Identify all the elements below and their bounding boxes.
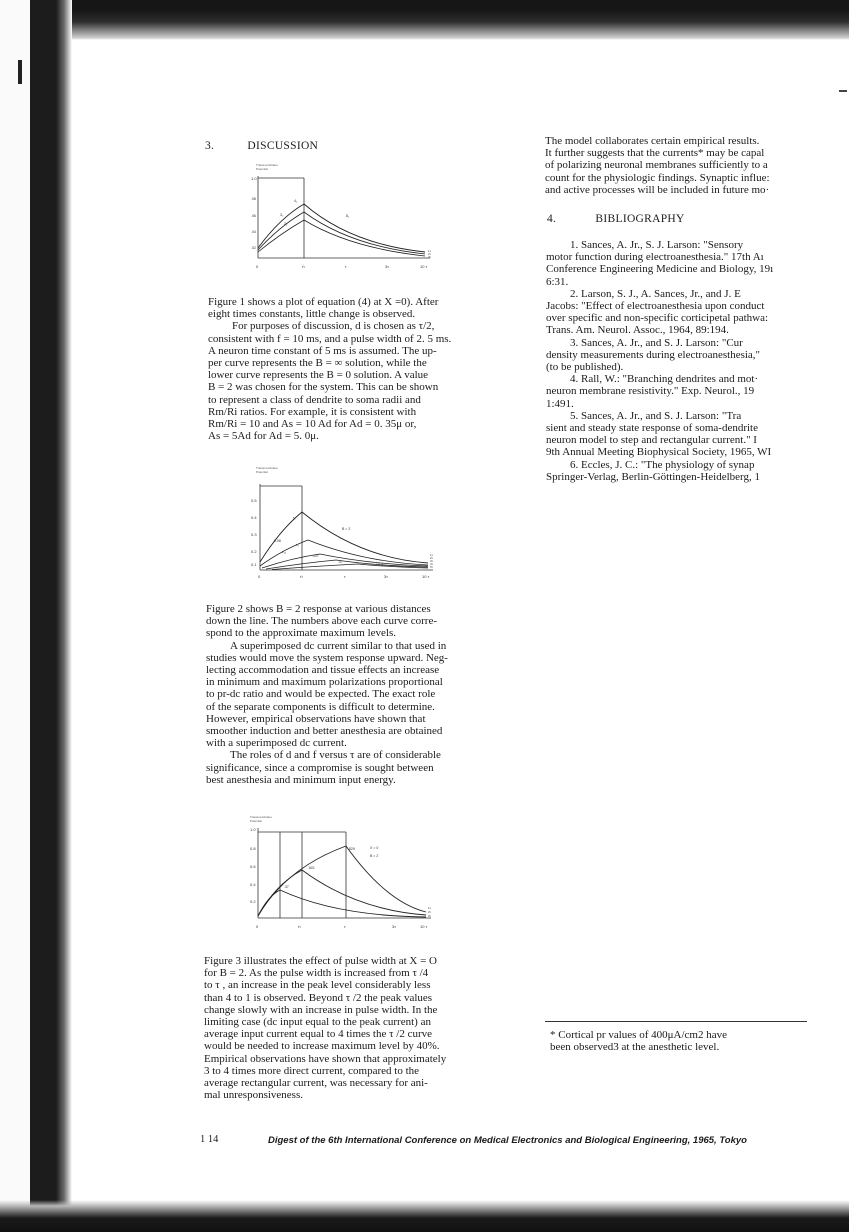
section-title: BIBLIOGRAPHY	[595, 213, 685, 225]
svg-text:Potential: Potential	[256, 167, 268, 171]
fig3-xtick: 0	[256, 924, 259, 929]
fig3-ytick: 0.8	[250, 846, 256, 851]
text-line: Rm/Ri ratios. For example, it is consistent with	[208, 405, 417, 418]
text-line: The roles of d and f versus τ are of considerable	[230, 749, 441, 762]
text-line: to pr-dc ratio and would be expected. The exact role	[206, 688, 436, 701]
text-line: 1. Sances, A. Jr., S. J. Larson: "Sensory	[570, 239, 744, 251]
text-line: 3 to 4 times more direct current, compared to the	[204, 1064, 420, 1077]
text-line: spond to the approximate maximum levels.	[206, 627, 397, 640]
fig1-ytick: .06	[251, 214, 256, 218]
page-number: 1 14	[200, 1134, 219, 1145]
svg-text:Potential: Potential	[256, 470, 268, 474]
fig2-xtick: 10 τ	[422, 574, 430, 579]
footnote-rule	[545, 1021, 807, 1022]
scan-top-edge	[0, 0, 849, 40]
fig3-ytick: 1.0	[250, 827, 256, 832]
fig1-curve-label: 2₂	[284, 222, 288, 226]
text-line: Figure 2 shows B = 2 response at various distances	[206, 603, 431, 615]
fig2-curve-label: τ₄	[296, 543, 299, 547]
text-line: average input current equal to 4 times the τ /2 curve	[204, 1028, 433, 1041]
bibliography-entry	[546, 288, 844, 337]
text-line: limiting case (dc input equal to the peak current) an	[204, 1016, 431, 1029]
text-line: of the separate components is difficult to determine.	[206, 700, 435, 713]
section-4-heading	[547, 213, 685, 225]
fig3-right-label: 2τ	[428, 910, 431, 914]
text-line: The model collaborates certain empirical results.	[545, 135, 760, 147]
text-line: B = 2 was chosen for the system. This can be shown	[208, 381, 439, 394]
fig1-xtick: 10 τ	[420, 264, 428, 269]
fig2-curve-label: τ₄₅	[282, 550, 287, 554]
text-line: 6:31.	[546, 275, 569, 288]
text-line: been observed3 at the anesthetic level.	[550, 1041, 720, 1054]
text-line: Jacobs: "Effect of electroanesthesia upon conduct	[546, 300, 765, 313]
fig3-curve-label: X = 0	[370, 846, 379, 850]
fig3-curve	[258, 846, 426, 916]
fig1-xtick: τ\	[302, 264, 305, 269]
figure-2	[248, 462, 448, 587]
fig2-xtick: τ	[344, 574, 346, 579]
fig1-xtick: τ	[345, 264, 347, 269]
fig1-ytick: .04	[251, 230, 256, 234]
fig2-ytick: 0.2	[251, 549, 257, 554]
bibliography-entry	[546, 373, 844, 410]
text-line: studies would move the system response upward. Neg-	[206, 651, 448, 664]
text-line: density measurements during electroanesthesia,"	[546, 348, 761, 361]
text-line: (to be published).	[546, 361, 624, 374]
fig1-ytick: 1.0	[251, 176, 257, 181]
text-line: 5. Sances, A. Jr., and S. J. Larson: "Tra	[570, 409, 742, 422]
text-line: As = 5Ad for Ad = 5. 0μ.	[208, 430, 319, 443]
text-line: * Cortical pr values of 400μA/cm2 have	[550, 1029, 727, 1041]
text-line: 3. Sances, A. Jr., and S. J. Larson: "Cur	[570, 336, 743, 349]
fig3-ytick: 0.2	[250, 899, 256, 904]
text-line: change slowly with an increase in pulse width. In the	[204, 1003, 438, 1016]
fig1-xtick: 0	[256, 264, 259, 269]
bibliography-list	[546, 239, 844, 483]
fig2-xtick: 3τ	[384, 574, 388, 579]
fig1-ytick: .08	[251, 197, 256, 201]
text-line: 1:491.	[546, 397, 574, 410]
fig2-ytick: 0.1	[251, 562, 257, 567]
fig1-ytick: .02	[251, 246, 256, 250]
svg-text:Transmembrane: Transmembrane	[250, 815, 272, 819]
fig2-right-label: 5τ	[430, 565, 433, 569]
text-line: For purposes of discussion, d is chosen as τ/2,	[232, 320, 435, 333]
text-line: lower curve represents the B = 0 solution. A value	[208, 369, 429, 382]
fig1-curve-label: 4₁	[294, 199, 298, 203]
text-line: Springer-Verlag, Berlin-Göttingen-Heidelberg, 1	[546, 470, 761, 483]
text-line: and active processes will be included in future mo·	[545, 183, 770, 196]
fig2-ytick: 0.5	[251, 498, 257, 503]
discussion-text-1	[208, 296, 528, 442]
fig3-right-label: 1τ	[428, 906, 431, 910]
text-line: neuron model to step and rectangular current." I	[546, 434, 757, 447]
text-line: Rm/Ri = 10 and As = 10 Ad for Ad = 0. 35μ or,	[208, 418, 417, 431]
scan-mark	[18, 60, 22, 84]
fig3-xtick: 10 τ	[420, 924, 428, 929]
text-line: 6. Eccles, J. C.: "The physiology of synap	[570, 458, 755, 471]
fig3-right-label: 3τ	[428, 914, 431, 918]
fig2-right-label: 2τ	[430, 556, 433, 560]
text-line: with a superimposed dc current.	[206, 737, 347, 750]
fig2-right-label: 4τ	[430, 562, 433, 566]
text-line: to τ , an increase in the peak level considerably less	[204, 979, 431, 992]
fig1-right-label: 1τ	[428, 249, 431, 253]
text-line: A superimposed dc current similar to that used in	[230, 639, 447, 652]
text-line: best anesthesia and minimum input energy.	[206, 773, 396, 786]
fig2-curve-label: .147	[312, 554, 319, 558]
text-line: in minimum and maximum polarizations proportional	[206, 676, 443, 689]
fig1-right-label: 3τ	[428, 255, 431, 259]
fig3-ytick: 0.4	[250, 882, 256, 887]
footnote	[550, 1029, 810, 1053]
figure-3	[246, 812, 446, 942]
text-line: A neuron time constant of 5 ms is assumed. The up-	[208, 344, 437, 357]
text-line: Empirical observations have shown that approximately	[204, 1052, 447, 1065]
text-line: Conference Engineering Medicine and Biology, 19ı	[546, 263, 774, 276]
figure-3-plot	[246, 812, 446, 937]
fig3-curve-label: .37	[284, 885, 289, 889]
fig3-xtick: 3τ	[392, 924, 396, 929]
text-line: neuron membrane resistivity." Exp. Neurol., 19	[546, 385, 755, 398]
text-line: of polarizing neuronal membranes sufficiently to a	[545, 159, 768, 172]
text-line: would be needed to increase maximum level by 40%.	[204, 1040, 440, 1053]
section-title: DISCUSSION	[247, 140, 319, 152]
fig1-xtick: 3τ	[385, 264, 389, 269]
text-line: However, empirical observations have shown that	[206, 712, 426, 725]
discussion-text-2	[206, 603, 526, 786]
text-line: over specific and non-specific corticipetal pathwa:	[546, 312, 769, 325]
text-line: than 4 to 1 is observed. Beyond τ /2 the peak values	[204, 991, 433, 1004]
fig2-xtick: 0	[258, 574, 261, 579]
text-line: smoother induction and better anesthesia are obtained	[206, 725, 443, 738]
figure-2-plot	[248, 462, 448, 582]
svg-text:Transmembrane: Transmembrane	[256, 466, 278, 470]
fig3-ytick: 0.6	[250, 864, 256, 869]
text-line: Trans. Am. Neurol. Assoc., 1964, 89:194.	[546, 324, 729, 337]
text-line: count for the physiologic findings. Synaptic influe:	[545, 171, 770, 184]
text-line: eight times constants, little change is observed.	[208, 308, 416, 321]
fig2-curve-label: 10.4	[376, 563, 383, 567]
right-intro	[545, 135, 845, 196]
text-line: 2. Larson, S. J., A. Sances, Jr., and J. E	[570, 287, 741, 300]
section-number: 4.	[547, 213, 557, 225]
fig3-curve-label: B = 2	[370, 854, 379, 858]
text-line: consistent with f = 10 ms, and a pulse width of 2. 5 ms.	[208, 332, 452, 345]
text-line: motor function during electroanesthesia." 17th Aı	[546, 251, 764, 264]
bibliography-entry	[546, 459, 844, 483]
svg-text:Transmembrane: Transmembrane	[256, 163, 278, 167]
text-line: average rectangular current, was necessary for ani-	[204, 1077, 428, 1090]
fig2-curve-label: .07	[338, 560, 343, 564]
scan-bottom-edge	[0, 1200, 849, 1232]
figure-1-plot	[250, 160, 450, 275]
journal-footer: Digest of the 6th International Conference on Medical Electronics and Biological Engineering, 1965, Tokyo	[268, 1135, 747, 1146]
text-line: to represent a class of dendrite to soma radii and	[208, 393, 421, 406]
bibliography-entry	[546, 410, 844, 459]
text-line: for B = 2. As the pulse width is increased from τ /4	[204, 967, 429, 980]
fig2-right-label: 1τ	[430, 553, 433, 557]
fig2-curve-label: B = 2	[342, 527, 351, 531]
fig1-curve-label: 8₂	[346, 214, 350, 218]
text-line: Figure 3 illustrates the effect of pulse width at X = O	[204, 955, 437, 967]
discussion-text-3	[204, 955, 524, 1101]
section-number: 3.	[205, 140, 215, 152]
text-line: significance, since a compromise is sought between	[206, 761, 434, 774]
bibliography-entry	[546, 337, 844, 374]
text-line: per curve represents the B = ∞ solution, while the	[208, 357, 427, 370]
text-line: 4. Rall, W.: "Branching dendrites and mot·	[570, 373, 759, 386]
text-line: Figure 1 shows a plot of equation (4) at X =0). After	[208, 296, 439, 308]
fig2-curve-label: τ₂	[293, 516, 296, 520]
text-line: sient and steady state response of soma-dendrite	[546, 422, 758, 435]
fig3-curve-label: .601	[308, 866, 315, 870]
fig3-xtick: τ	[344, 924, 346, 929]
fig2-right-label: 3τ	[430, 559, 433, 563]
text-line: mal unresponsiveness.	[204, 1089, 303, 1102]
fig2-xtick: τ\	[300, 574, 303, 579]
fig1-curve-label: 3₂	[280, 213, 284, 217]
fig2-ytick: 0.4	[251, 515, 257, 520]
fig1-right-label: 2τ	[428, 252, 431, 256]
fig1-curve-upper	[258, 204, 425, 252]
text-line: It further suggests that the currents* may be capal	[545, 147, 765, 160]
fig3-xtick: τ\	[298, 924, 301, 929]
text-line: down the line. The numbers above each curve corre-	[206, 615, 438, 628]
fig2-ytick: 0.3	[251, 532, 257, 537]
svg-text:Potential: Potential	[250, 819, 262, 823]
text-line: lecting accommodation and tissue effects an increase	[206, 664, 440, 677]
scan-left-edge	[0, 0, 72, 1232]
text-line: 9th Annual Meeting Biophysical Society, 1965, WI	[546, 446, 772, 459]
fig3-curve-label: .829	[348, 847, 355, 851]
fig2-curve	[260, 512, 428, 563]
fig2-curve-label: 0.08	[274, 539, 281, 543]
bibliography-entry	[546, 239, 844, 288]
figure-1	[250, 160, 450, 280]
scan-mark	[839, 90, 847, 92]
section-3-heading	[205, 140, 318, 152]
